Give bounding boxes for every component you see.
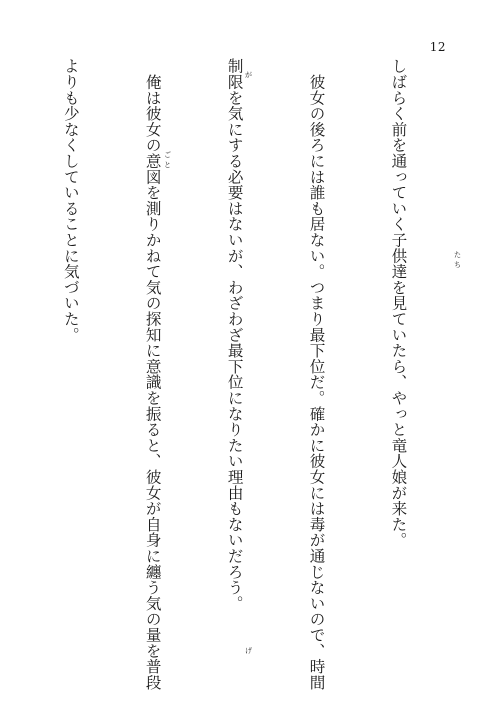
page-number: 12 bbox=[429, 40, 446, 54]
ruby-gloss: たち bbox=[454, 251, 461, 269]
body-text bbox=[0, 58, 466, 690]
text-column: よりも少なくしていることに気づいた。 bbox=[61, 58, 80, 343]
ruby-gloss: が bbox=[245, 71, 252, 79]
ruby-gloss: げ bbox=[245, 647, 252, 655]
text-column: 彼女の後ろには誰も居ない。つまり最下位だ。確かに彼女には毒が通じないので、時間 bbox=[307, 58, 326, 690]
ruby-gloss: ごと bbox=[164, 151, 171, 169]
text-column: 俺は彼女の意図を測りかねて気の探知に意識を振ると、彼女が自身に纏う気の量を普段 bbox=[143, 58, 162, 690]
text-column bbox=[0, 58, 2, 675]
text-column: 制限を気にする必要はないが、わざわざ最下位になりたい理由もないだろう。 bbox=[225, 58, 244, 611]
text-column: しばらく前を通っていく子供達を見ていたら、やっと竜人娘が来た。 bbox=[389, 58, 408, 548]
